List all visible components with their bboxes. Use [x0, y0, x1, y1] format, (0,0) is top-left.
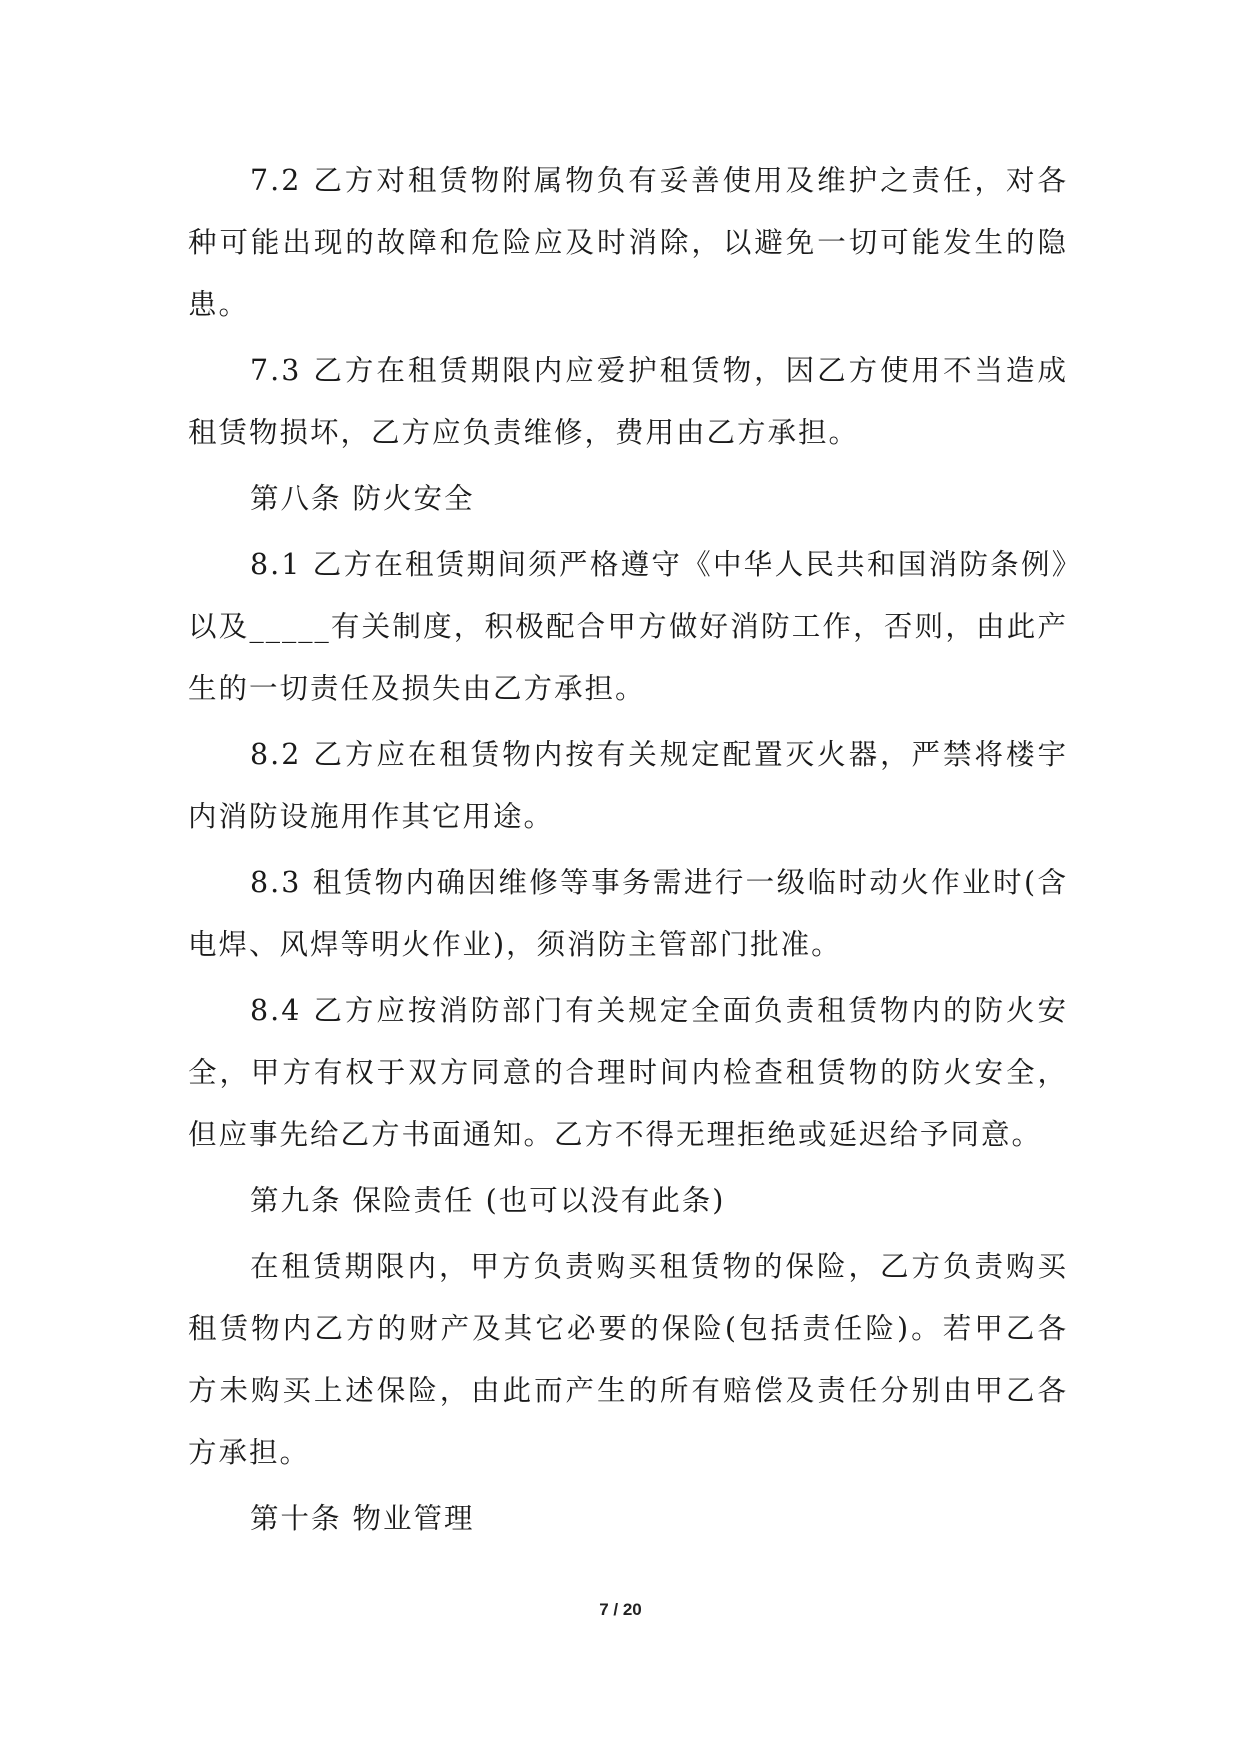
clause-8-1: 8.1 乙方在租赁期间须严格遵守《中华人民共和国消防条例》以及_____有关制度，积极配合甲方做好消防工作，否则，由此产生的一切责任及损失由乙方承担。	[188, 548, 1068, 705]
article-8-heading: 第八条 防火安全	[250, 482, 475, 515]
document-body	[188, 150, 1068, 1554]
clause-7-2: 7.2 乙方对租赁物附属物负有妥善使用及维护之责任，对各种可能出现的故障和危险应及时消除，以避免一切可能发生的隐患。	[188, 164, 1068, 321]
article-10-heading: 第十条 物业管理	[250, 1502, 475, 1535]
clause-8-2: 8.2 乙方应在租赁物内按有关规定配置灭火器，严禁将楼宇内消防设施用作其它用途。	[188, 738, 1068, 833]
clause-8-3: 8.3 租赁物内确因维修等事务需进行一级临时动火作业时(含电焊、风焊等明火作业)，须消防主管部门批准。	[188, 866, 1068, 961]
clause-7-3: 7.3 乙方在租赁期限内应爱护租赁物，因乙方使用不当造成租赁物损坏，乙方应负责维修，费用由乙方承担。	[188, 354, 1068, 449]
clause-8-4: 8.4 乙方应按消防部门有关规定全面负责租赁物内的防火安全，甲方有权于双方同意的合理时间内检查租赁物的防火安全，但应事先给乙方书面通知。乙方不得无理拒绝或延迟给予同意。	[188, 994, 1068, 1151]
article-9-heading: 第九条 保险责任 (也可以没有此条)	[250, 1184, 726, 1217]
article-9-body: 在租赁期限内，甲方负责购买租赁物的保险，乙方负责购买租赁物内乙方的财产及其它必要的保险(包括责任险)。若甲乙各方未购买上述保险，由此而产生的所有赔偿及责任分别由甲乙各方承担。	[188, 1250, 1068, 1469]
page-number: 7 / 20	[599, 1600, 642, 1619]
